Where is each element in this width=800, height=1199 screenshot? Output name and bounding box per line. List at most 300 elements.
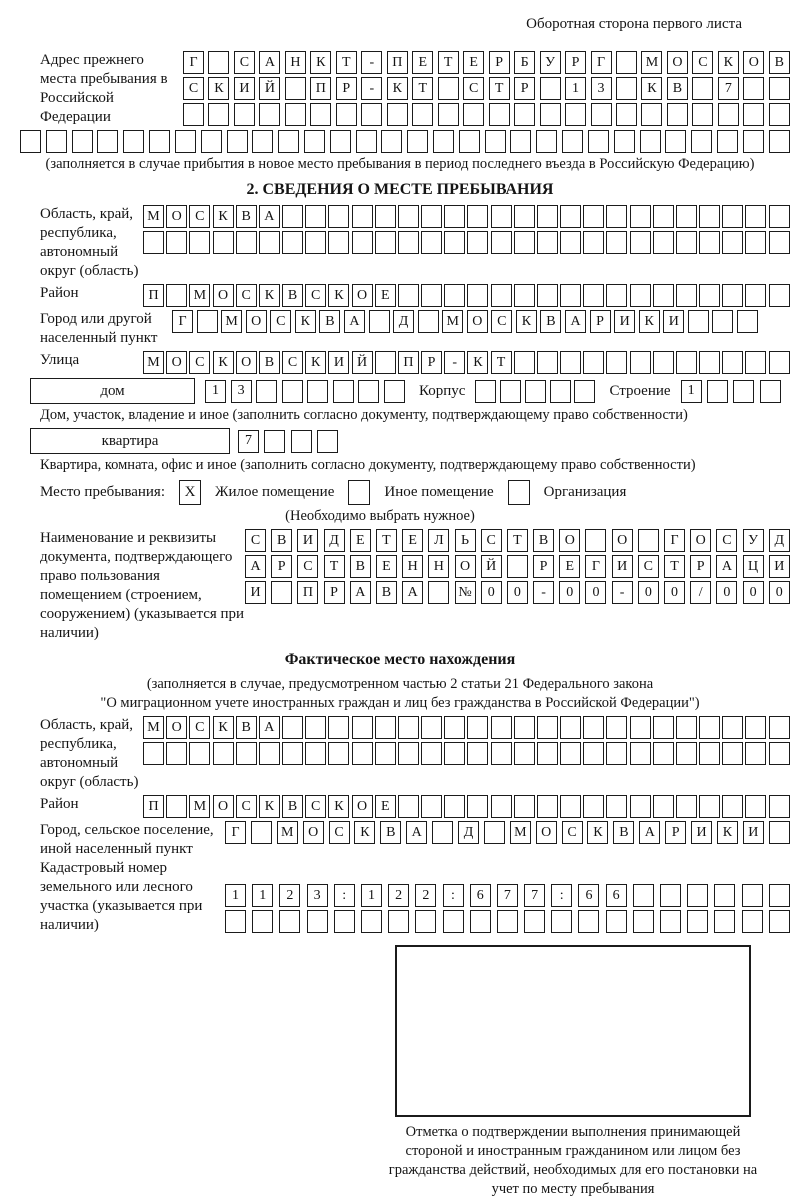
char-box[interactable]: [334, 910, 355, 933]
char-box[interactable]: -: [612, 581, 633, 604]
char-box[interactable]: Д: [393, 310, 414, 333]
char-box[interactable]: Р: [324, 581, 345, 604]
char-box[interactable]: [398, 205, 419, 228]
char-box[interactable]: Е: [375, 795, 396, 818]
char-box[interactable]: [491, 205, 512, 228]
char-box[interactable]: [282, 380, 303, 403]
char-box[interactable]: Е: [463, 51, 484, 74]
char-box[interactable]: [213, 231, 234, 254]
char-box[interactable]: [614, 130, 635, 153]
char-box[interactable]: К: [467, 351, 488, 374]
char-box[interactable]: [208, 51, 229, 74]
char-box[interactable]: [375, 351, 396, 374]
char-box[interactable]: [285, 77, 306, 100]
char-box[interactable]: [540, 103, 561, 126]
char-box[interactable]: [72, 130, 93, 153]
char-box[interactable]: [418, 310, 439, 333]
char-box[interactable]: Т: [324, 555, 345, 578]
char-box[interactable]: [208, 103, 229, 126]
char-box[interactable]: [259, 742, 280, 765]
char-box[interactable]: [398, 716, 419, 739]
char-box[interactable]: [578, 910, 599, 933]
char-box[interactable]: С: [692, 51, 713, 74]
char-box[interactable]: [333, 380, 354, 403]
char-box[interactable]: [714, 910, 735, 933]
char-box[interactable]: [733, 380, 754, 403]
char-box[interactable]: [491, 716, 512, 739]
char-box[interactable]: [524, 910, 545, 933]
char-box[interactable]: О: [536, 821, 557, 844]
char-box[interactable]: С: [329, 821, 350, 844]
char-box[interactable]: [514, 231, 535, 254]
char-box[interactable]: [143, 231, 164, 254]
char-box[interactable]: И: [612, 555, 633, 578]
char-box[interactable]: [166, 284, 187, 307]
char-box[interactable]: [307, 380, 328, 403]
char-box[interactable]: [252, 130, 273, 153]
char-box[interactable]: [660, 910, 681, 933]
char-box[interactable]: [630, 716, 651, 739]
char-box[interactable]: [745, 231, 766, 254]
char-box[interactable]: 6: [606, 884, 627, 907]
dom-box[interactable]: дом: [30, 378, 195, 404]
char-box[interactable]: М: [143, 351, 164, 374]
char-box[interactable]: О: [166, 716, 187, 739]
char-box[interactable]: Р: [514, 77, 535, 100]
inoe-checkbox[interactable]: [348, 480, 370, 505]
char-box[interactable]: [467, 716, 488, 739]
char-box[interactable]: [444, 205, 465, 228]
char-box[interactable]: [256, 380, 277, 403]
char-box[interactable]: [691, 130, 712, 153]
char-box[interactable]: [489, 103, 510, 126]
char-box[interactable]: [398, 231, 419, 254]
char-box[interactable]: [467, 205, 488, 228]
char-box[interactable]: С: [282, 351, 303, 374]
char-box[interactable]: О: [743, 51, 764, 74]
char-box[interactable]: [317, 430, 338, 453]
char-box[interactable]: М: [221, 310, 242, 333]
char-box[interactable]: А: [259, 205, 280, 228]
char-box[interactable]: [769, 742, 790, 765]
char-box[interactable]: [398, 795, 419, 818]
char-box[interactable]: [606, 910, 627, 933]
char-box[interactable]: [282, 205, 303, 228]
char-box[interactable]: Р: [665, 821, 686, 844]
char-box[interactable]: [438, 77, 459, 100]
char-box[interactable]: В: [667, 77, 688, 100]
char-box[interactable]: П: [143, 795, 164, 818]
char-box[interactable]: [467, 742, 488, 765]
char-box[interactable]: К: [259, 795, 280, 818]
char-box[interactable]: [585, 529, 606, 552]
char-box[interactable]: [225, 910, 246, 933]
char-box[interactable]: П: [387, 51, 408, 74]
char-box[interactable]: Т: [412, 77, 433, 100]
char-box[interactable]: К: [213, 716, 234, 739]
char-box[interactable]: [305, 205, 326, 228]
char-box[interactable]: [387, 103, 408, 126]
char-box[interactable]: М: [641, 51, 662, 74]
char-box[interactable]: :: [443, 884, 464, 907]
char-box[interactable]: [197, 310, 218, 333]
char-box[interactable]: [583, 716, 604, 739]
char-box[interactable]: [485, 130, 506, 153]
char-box[interactable]: 0: [664, 581, 685, 604]
char-box[interactable]: [616, 103, 637, 126]
char-box[interactable]: [537, 231, 558, 254]
char-box[interactable]: В: [236, 716, 257, 739]
char-box[interactable]: Г: [585, 555, 606, 578]
char-box[interactable]: Г: [172, 310, 193, 333]
char-box[interactable]: А: [259, 716, 280, 739]
char-box[interactable]: Т: [336, 51, 357, 74]
char-box[interactable]: [560, 795, 581, 818]
char-box[interactable]: С: [481, 529, 502, 552]
char-box[interactable]: 1: [681, 380, 702, 403]
char-box[interactable]: [769, 205, 790, 228]
char-box[interactable]: [537, 742, 558, 765]
char-box[interactable]: В: [271, 529, 292, 552]
char-box[interactable]: [143, 742, 164, 765]
char-box[interactable]: 0: [481, 581, 502, 604]
char-box[interactable]: [718, 103, 739, 126]
char-box[interactable]: [375, 742, 396, 765]
char-box[interactable]: [491, 231, 512, 254]
char-box[interactable]: [236, 231, 257, 254]
char-box[interactable]: К: [328, 284, 349, 307]
char-box[interactable]: В: [282, 284, 303, 307]
char-box[interactable]: [514, 351, 535, 374]
char-box[interactable]: [307, 910, 328, 933]
char-box[interactable]: [432, 821, 453, 844]
char-box[interactable]: [305, 742, 326, 765]
char-box[interactable]: [583, 231, 604, 254]
char-box[interactable]: [166, 231, 187, 254]
char-box[interactable]: [537, 795, 558, 818]
char-box[interactable]: В: [259, 351, 280, 374]
char-box[interactable]: [279, 910, 300, 933]
char-box[interactable]: [583, 351, 604, 374]
char-box[interactable]: Г: [225, 821, 246, 844]
char-box[interactable]: [328, 231, 349, 254]
char-box[interactable]: [310, 103, 331, 126]
char-box[interactable]: [514, 103, 535, 126]
char-box[interactable]: С: [297, 555, 318, 578]
char-box[interactable]: К: [387, 77, 408, 100]
char-box[interactable]: [328, 716, 349, 739]
char-box[interactable]: [97, 130, 118, 153]
char-box[interactable]: [676, 231, 697, 254]
char-box[interactable]: [667, 103, 688, 126]
char-box[interactable]: К: [587, 821, 608, 844]
char-box[interactable]: Ц: [743, 555, 764, 578]
char-box[interactable]: [467, 795, 488, 818]
char-box[interactable]: [282, 716, 303, 739]
char-box[interactable]: [361, 910, 382, 933]
char-box[interactable]: [653, 231, 674, 254]
char-box[interactable]: [491, 795, 512, 818]
char-box[interactable]: :: [334, 884, 355, 907]
char-box[interactable]: 0: [743, 581, 764, 604]
char-box[interactable]: 2: [415, 884, 436, 907]
char-box[interactable]: [189, 742, 210, 765]
char-box[interactable]: С: [245, 529, 266, 552]
char-box[interactable]: [236, 742, 257, 765]
char-box[interactable]: А: [565, 310, 586, 333]
char-box[interactable]: [699, 351, 720, 374]
char-box[interactable]: О: [455, 555, 476, 578]
char-box[interactable]: [421, 742, 442, 765]
char-box[interactable]: [525, 380, 546, 403]
char-box[interactable]: [282, 742, 303, 765]
char-box[interactable]: И: [328, 351, 349, 374]
char-box[interactable]: [550, 380, 571, 403]
char-box[interactable]: Й: [259, 77, 280, 100]
char-box[interactable]: [722, 205, 743, 228]
char-box[interactable]: [375, 205, 396, 228]
char-box[interactable]: К: [305, 351, 326, 374]
char-box[interactable]: [560, 231, 581, 254]
char-box[interactable]: [743, 130, 764, 153]
char-box[interactable]: №: [455, 581, 476, 604]
char-box[interactable]: [769, 77, 790, 100]
char-box[interactable]: К: [208, 77, 229, 100]
char-box[interactable]: [444, 231, 465, 254]
char-box[interactable]: К: [516, 310, 537, 333]
char-box[interactable]: [421, 205, 442, 228]
char-box[interactable]: О: [213, 284, 234, 307]
char-box[interactable]: Е: [375, 284, 396, 307]
char-box[interactable]: [616, 51, 637, 74]
char-box[interactable]: А: [639, 821, 660, 844]
char-box[interactable]: [381, 130, 402, 153]
char-box[interactable]: В: [769, 51, 790, 74]
char-box[interactable]: [358, 380, 379, 403]
char-box[interactable]: [745, 795, 766, 818]
char-box[interactable]: 0: [638, 581, 659, 604]
char-box[interactable]: [470, 910, 491, 933]
char-box[interactable]: 3: [231, 380, 252, 403]
char-box[interactable]: Т: [376, 529, 397, 552]
char-box[interactable]: [537, 284, 558, 307]
char-box[interactable]: [676, 795, 697, 818]
char-box[interactable]: А: [716, 555, 737, 578]
char-box[interactable]: [699, 795, 720, 818]
char-box[interactable]: С: [463, 77, 484, 100]
char-box[interactable]: К: [639, 310, 660, 333]
char-box[interactable]: [428, 581, 449, 604]
char-box[interactable]: [251, 821, 272, 844]
char-box[interactable]: К: [213, 351, 234, 374]
char-box[interactable]: 7: [524, 884, 545, 907]
char-box[interactable]: [514, 795, 535, 818]
char-box[interactable]: [653, 205, 674, 228]
char-box[interactable]: 0: [716, 581, 737, 604]
char-box[interactable]: [606, 795, 627, 818]
char-box[interactable]: [722, 284, 743, 307]
char-box[interactable]: [769, 795, 790, 818]
char-box[interactable]: [692, 77, 713, 100]
char-box[interactable]: О: [166, 205, 187, 228]
char-box[interactable]: [769, 130, 790, 153]
char-box[interactable]: М: [277, 821, 298, 844]
char-box[interactable]: [743, 103, 764, 126]
char-box[interactable]: 7: [238, 430, 259, 453]
char-box[interactable]: [514, 205, 535, 228]
char-box[interactable]: С: [189, 205, 210, 228]
char-box[interactable]: [707, 380, 728, 403]
char-box[interactable]: С: [183, 77, 204, 100]
char-box[interactable]: С: [562, 821, 583, 844]
char-box[interactable]: [264, 430, 285, 453]
char-box[interactable]: [745, 284, 766, 307]
char-box[interactable]: Р: [590, 310, 611, 333]
char-box[interactable]: [638, 529, 659, 552]
char-box[interactable]: В: [540, 310, 561, 333]
char-box[interactable]: [484, 821, 505, 844]
char-box[interactable]: [537, 716, 558, 739]
zhiloe-checkbox[interactable]: X: [179, 480, 201, 505]
char-box[interactable]: [630, 351, 651, 374]
char-box[interactable]: [745, 742, 766, 765]
char-box[interactable]: 0: [585, 581, 606, 604]
char-box[interactable]: [769, 884, 790, 907]
char-box[interactable]: [665, 130, 686, 153]
char-box[interactable]: -: [361, 77, 382, 100]
char-box[interactable]: [352, 742, 373, 765]
stamp-box[interactable]: [395, 945, 751, 1117]
char-box[interactable]: [20, 130, 41, 153]
char-box[interactable]: 1: [252, 884, 273, 907]
char-box[interactable]: Г: [591, 51, 612, 74]
char-box[interactable]: [463, 103, 484, 126]
char-box[interactable]: [500, 380, 521, 403]
char-box[interactable]: У: [743, 529, 764, 552]
char-box[interactable]: [398, 742, 419, 765]
char-box[interactable]: [175, 130, 196, 153]
char-box[interactable]: 1: [225, 884, 246, 907]
char-box[interactable]: [537, 205, 558, 228]
char-box[interactable]: [415, 910, 436, 933]
char-box[interactable]: [304, 130, 325, 153]
char-box[interactable]: В: [236, 205, 257, 228]
char-box[interactable]: С: [236, 284, 257, 307]
char-box[interactable]: [606, 716, 627, 739]
char-box[interactable]: Е: [412, 51, 433, 74]
char-box[interactable]: О: [559, 529, 580, 552]
char-box[interactable]: [588, 130, 609, 153]
char-box[interactable]: [742, 884, 763, 907]
char-box[interactable]: [722, 795, 743, 818]
char-box[interactable]: М: [189, 795, 210, 818]
char-box[interactable]: Л: [428, 529, 449, 552]
char-box[interactable]: И: [769, 555, 790, 578]
char-box[interactable]: [560, 351, 581, 374]
char-box[interactable]: [433, 130, 454, 153]
char-box[interactable]: 6: [470, 884, 491, 907]
char-box[interactable]: [640, 130, 661, 153]
char-box[interactable]: [712, 310, 733, 333]
char-box[interactable]: [699, 231, 720, 254]
char-box[interactable]: И: [297, 529, 318, 552]
char-box[interactable]: 1: [205, 380, 226, 403]
char-box[interactable]: [444, 795, 465, 818]
char-box[interactable]: Ь: [455, 529, 476, 552]
char-box[interactable]: Р: [421, 351, 442, 374]
char-box[interactable]: [282, 231, 303, 254]
char-box[interactable]: :: [551, 884, 572, 907]
char-box[interactable]: [633, 910, 654, 933]
char-box[interactable]: [305, 231, 326, 254]
char-box[interactable]: В: [380, 821, 401, 844]
char-box[interactable]: [722, 742, 743, 765]
char-box[interactable]: [536, 130, 557, 153]
char-box[interactable]: А: [350, 581, 371, 604]
char-box[interactable]: [722, 231, 743, 254]
char-box[interactable]: [491, 742, 512, 765]
char-box[interactable]: [271, 581, 292, 604]
char-box[interactable]: О: [213, 795, 234, 818]
char-box[interactable]: Р: [533, 555, 554, 578]
char-box[interactable]: [46, 130, 67, 153]
char-box[interactable]: [641, 103, 662, 126]
char-box[interactable]: Д: [769, 529, 790, 552]
char-box[interactable]: М: [442, 310, 463, 333]
char-box[interactable]: Й: [352, 351, 373, 374]
char-box[interactable]: 7: [718, 77, 739, 100]
char-box[interactable]: К: [295, 310, 316, 333]
char-box[interactable]: В: [282, 795, 303, 818]
char-box[interactable]: [421, 795, 442, 818]
char-box[interactable]: [653, 742, 674, 765]
char-box[interactable]: Т: [507, 529, 528, 552]
char-box[interactable]: М: [143, 716, 164, 739]
char-box[interactable]: [630, 742, 651, 765]
char-box[interactable]: [745, 205, 766, 228]
char-box[interactable]: Н: [285, 51, 306, 74]
char-box[interactable]: [630, 795, 651, 818]
char-box[interactable]: [769, 284, 790, 307]
char-box[interactable]: 1: [565, 77, 586, 100]
char-box[interactable]: И: [245, 581, 266, 604]
char-box[interactable]: Е: [350, 529, 371, 552]
char-box[interactable]: [676, 716, 697, 739]
char-box[interactable]: [330, 130, 351, 153]
char-box[interactable]: И: [614, 310, 635, 333]
char-box[interactable]: О: [246, 310, 267, 333]
char-box[interactable]: У: [540, 51, 561, 74]
char-box[interactable]: [388, 910, 409, 933]
char-box[interactable]: [443, 910, 464, 933]
char-box[interactable]: С: [189, 351, 210, 374]
char-box[interactable]: [699, 284, 720, 307]
char-box[interactable]: Р: [690, 555, 711, 578]
char-box[interactable]: [259, 103, 280, 126]
char-box[interactable]: [699, 716, 720, 739]
char-box[interactable]: [676, 205, 697, 228]
char-box[interactable]: А: [259, 51, 280, 74]
char-box[interactable]: [189, 231, 210, 254]
char-box[interactable]: /: [690, 581, 711, 604]
char-box[interactable]: [606, 205, 627, 228]
char-box[interactable]: [692, 103, 713, 126]
char-box[interactable]: 2: [279, 884, 300, 907]
char-box[interactable]: [375, 716, 396, 739]
char-box[interactable]: [606, 351, 627, 374]
char-box[interactable]: Т: [438, 51, 459, 74]
char-box[interactable]: 6: [578, 884, 599, 907]
